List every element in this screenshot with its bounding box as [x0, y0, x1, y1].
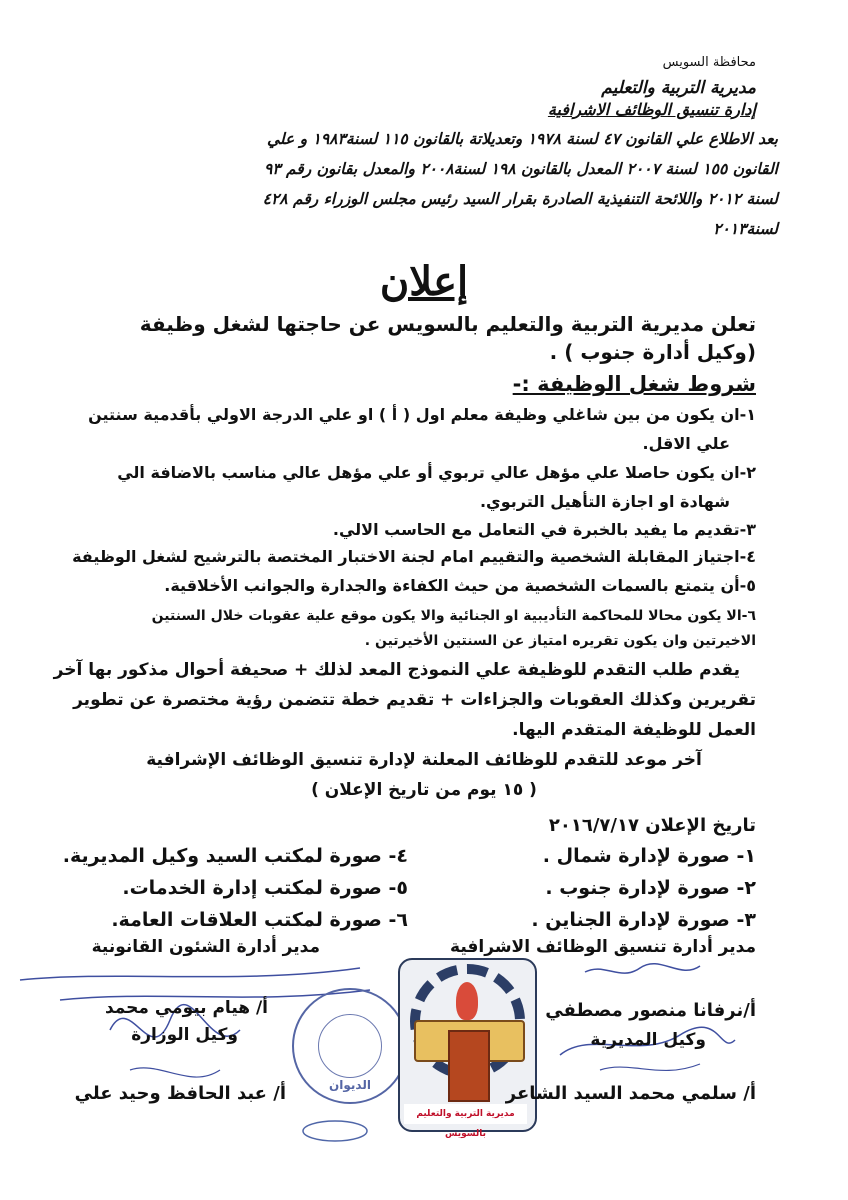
- condition-item: ١-ان يكون من بين شاغلي وظيفة معلم اول ( أ ) او علي الدرجة الاولي بأقدمية سنتين: [88, 405, 756, 424]
- copy-item: ٢- صورة لإدارة جنوب .: [545, 877, 756, 899]
- condition-item: شهادة او اجازة التأهيل التربوي.: [479, 492, 730, 511]
- condition-item: ٣-تقديم ما يفيد بالخبرة في التعامل مع الحاسب الالي.: [332, 520, 756, 539]
- deadline-line: آخر موعد للتقدم للوظائف المعلنة لإدارة تنسيق الوظائف الإشرافية: [146, 750, 702, 770]
- preamble-line: لسنة٢٠١٣: [713, 220, 778, 238]
- condition-item: ٢-ان يكون حاصلا علي مؤهل عالي تربوي أو علي مؤهل عالي مناسب بالاضافة الي: [117, 463, 756, 482]
- stamp-label: مديرية التربية والتعليم بالسويس: [404, 1104, 527, 1124]
- copy-item: ٦- صورة لمكتب العلاقات العامة.: [111, 909, 408, 931]
- copy-item: ١- صورة لإدارة شمال .: [542, 845, 756, 867]
- copy-item: ٣- صورة لإدارة الجناين .: [531, 909, 756, 931]
- building-icon: [448, 1030, 490, 1102]
- conditions-heading: شروط شغل الوظيفة :-: [512, 372, 756, 396]
- deadline-line: ( ١٥ يوم من تاريخ الإعلان ): [311, 780, 537, 800]
- header-department: إدارة تنسيق الوظائف الاشرافية: [547, 100, 756, 119]
- copy-item: ٥- صورة لمكتب إدارة الخدمات.: [122, 877, 408, 899]
- header-directorate: مديرية التربية والتعليم: [601, 78, 756, 98]
- announcement-line: (وكيل أدارة جنوب ) .: [549, 340, 756, 364]
- signatory-role: وكيل المديرية: [590, 1030, 706, 1050]
- handwritten-mark: [300, 1118, 370, 1144]
- signatory-name: أ/ سلمي محمد السيد الشاعر: [505, 1083, 756, 1104]
- seal-label: الديوان: [329, 1078, 371, 1092]
- announcement-date: تاريخ الإعلان ٢٠١٦/٧/١٧: [548, 815, 756, 836]
- header-governorate: محافظة السويس: [662, 55, 756, 70]
- torch-flame-icon: [456, 982, 478, 1020]
- announcement-title: إعلان: [379, 258, 469, 305]
- signatory-role: وكيل الوزارة: [131, 1025, 238, 1045]
- condition-item: ٥-أن يتمتع بالسمات الشخصية من حيث الكفاءة والجدارة والجوانب الأخلاقية.: [164, 576, 756, 595]
- condition-item: ٤-اجتياز المقابلة الشخصية والتقييم امام لجنة الاختبار المختصة بالترشيح لشغل الوظيفة: [72, 547, 756, 566]
- condition-item: ٦-الا يكون محالا للمحاكمة التأديبية او الجنائية والا يكون موقع علية عقوبات خلال السنتين: [151, 608, 756, 624]
- announcement-line: تعلن مديرية التربية والتعليم بالسويس عن حاجتها لشغل وظيفة: [139, 312, 756, 336]
- signatory-name: أ/ عبد الحافظ وحيد علي: [74, 1083, 286, 1104]
- signature-title-supervisory: مدير أدارة تنسيق الوظائف الاشرافية: [450, 937, 756, 957]
- eagle-emblem-icon: [318, 1014, 382, 1078]
- directorate-logo-stamp: [398, 958, 537, 1139]
- preamble-line: القانون ١٥٥ لسنة ٢٠٠٧ المعدل بالقانون ١٩٨ لسنة٢٠٠٨ والمعدل بقانون رقم ٩٣: [263, 160, 778, 178]
- official-seal: [292, 988, 408, 1104]
- application-line: تقريرين وكذلك العقوبات والجزاءات + تقديم خطة تتضمن رؤية مختصرة عن تطوير: [73, 690, 756, 710]
- application-line: العمل للوظيفة المتقدم اليها.: [512, 720, 756, 740]
- signatory-name: أ/ هيام بيومي محمد: [104, 998, 268, 1018]
- condition-item: الاخيرتين وان يكون تقريره امتياز عن السنتين الأخيرتين .: [364, 633, 756, 649]
- application-line: يقدم طلب التقدم للوظيفة علي النموذج المعد لذلك + صحيفة أحوال مذكور بها آخر: [53, 660, 740, 680]
- signatory-name: أ/نرفانا منصور مصطفي: [545, 1000, 756, 1021]
- preamble-line: لسنة ٢٠١٢ واللائحة التنفيذية الصادرة بقرار السيد رئيس مجلس الوزراء رقم ٤٢٨: [262, 190, 778, 208]
- condition-item: علي الاقل.: [642, 434, 730, 453]
- copy-item: ٤- صورة لمكتب السيد وكيل المديرية.: [62, 845, 408, 867]
- signature-title-legal: مدير أدارة الشئون القانونية: [91, 937, 320, 957]
- preamble-line: بعد الاطلاع علي القانون ٤٧ لسنة ١٩٧٨ وتعديلاتة بالقانون ١١٥ لسنة١٩٨٣ و علي: [266, 130, 778, 148]
